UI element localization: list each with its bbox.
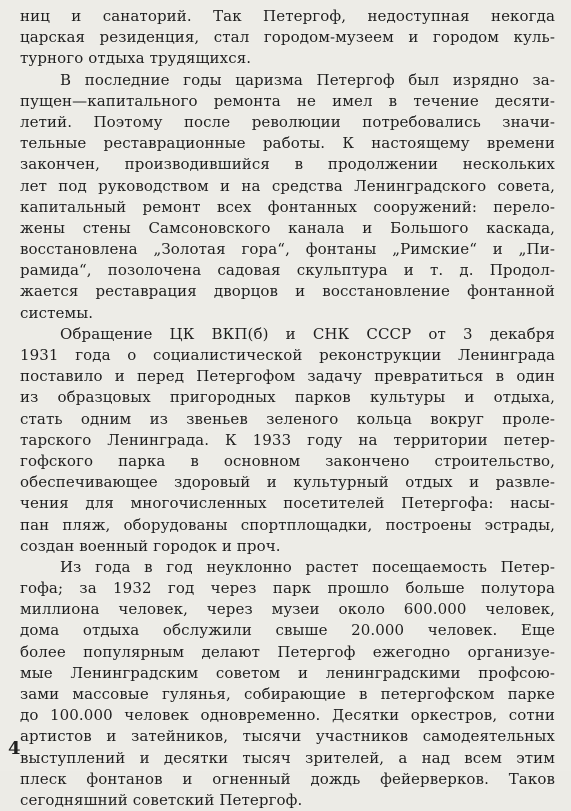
text-line: гофского парка в основном закончено строительство,: [20, 451, 555, 470]
text-line: более популярным делают Петергоф ежегодно организуе-: [20, 642, 555, 661]
text-line: восстановлена „Золотая гора“, фонтаны „Римские“ и „Пи-: [20, 240, 555, 259]
text-line: Обращение ЦК ВКП(б) и СНК СССР от 3 декабря: [60, 324, 555, 343]
text-line: закончен, производившийся в продолжении нескольких: [20, 155, 555, 174]
text-line: артистов и затейников, тысячи участников самодеятельных: [20, 727, 555, 746]
text-line: пущен—капитального ремонта не имел в течение десяти-: [20, 91, 555, 110]
text-line: гофа; за 1932 год через парк прошло больше полутора: [20, 579, 555, 598]
text-line: создан военный городок и проч.: [20, 536, 281, 555]
text-line: дома отдыха обслужили свыше 20.000 человек. Еще: [20, 621, 555, 640]
text-line: сегодняшний советский Петергоф.: [20, 790, 303, 809]
text-line: стать одним из звеньев зеленого кольца вокруг проле-: [20, 409, 555, 428]
text-line: мые Ленинградским советом и ленинградскими профсою-: [20, 663, 555, 682]
text-line: лет под руководством и на средства Ленинградского совета,: [20, 176, 555, 195]
text-line: царская резиденция, стал городом-музеем и городом куль-: [20, 28, 555, 47]
text-line: из образцовых пригородных парков культуры и отдыха,: [20, 388, 555, 407]
text-line: жены стены Самсоновского канала и Большого каскада,: [20, 218, 555, 237]
text-line: тарского Ленинграда. К 1933 году на территории петер-: [20, 430, 555, 449]
body-text: [20, 6, 555, 811]
text-line: зами массовые гулянья, собирающие в петергофском парке: [20, 685, 555, 703]
text-line: пан пляж, оборудованы спортплощадки, построены эстрады,: [20, 515, 555, 534]
text-line: обеспечивающее здоровый и культурный отдых и развле-: [20, 473, 555, 492]
text-line: тельные реставрационные работы. К настоящему времени: [20, 134, 555, 153]
text-line: плеск фонтанов и огненный дождь фейерверков. Таков: [20, 769, 555, 788]
text-line: В последние годы царизма Петергоф был изрядно за-: [60, 70, 555, 89]
text-line: 1931 года о социалистической реконструкции Ленинграда: [20, 346, 555, 364]
text-line: выступлений и десятки тысяч зрителей, а над всем этим: [20, 748, 555, 767]
text-line: до 100.000 человек одновременно. Десятки оркестров, сотни: [20, 706, 555, 725]
text-line: рамида“, позолочена садовая скульптура и т. д. Продол-: [20, 261, 555, 280]
text-line: системы.: [20, 303, 94, 322]
page-number: 4: [8, 738, 21, 759]
text-line: миллиона человек, через музеи около 600.000 человек,: [20, 600, 555, 619]
text-line: ниц и санаторий. Так Петергоф, недоступная некогда: [20, 7, 555, 25]
text-line: чения для многочисленных посетителей Петергофа: насы-: [20, 494, 555, 513]
text-line: турного отдыха трудящихся.: [20, 49, 252, 68]
text-line: капитальный ремонт всех фонтанных сооружений: перело-: [20, 197, 555, 216]
text-line: летий. Поэтому после революции потребовались значи-: [20, 112, 555, 131]
text-line: жается реставрация дворцов и восстановление фонтанной: [20, 282, 555, 301]
text-line: Из года в год неуклонно растет посещаемость Петер-: [60, 557, 555, 576]
text-line: поставило и перед Петергофом задачу превратиться в один: [20, 367, 555, 386]
